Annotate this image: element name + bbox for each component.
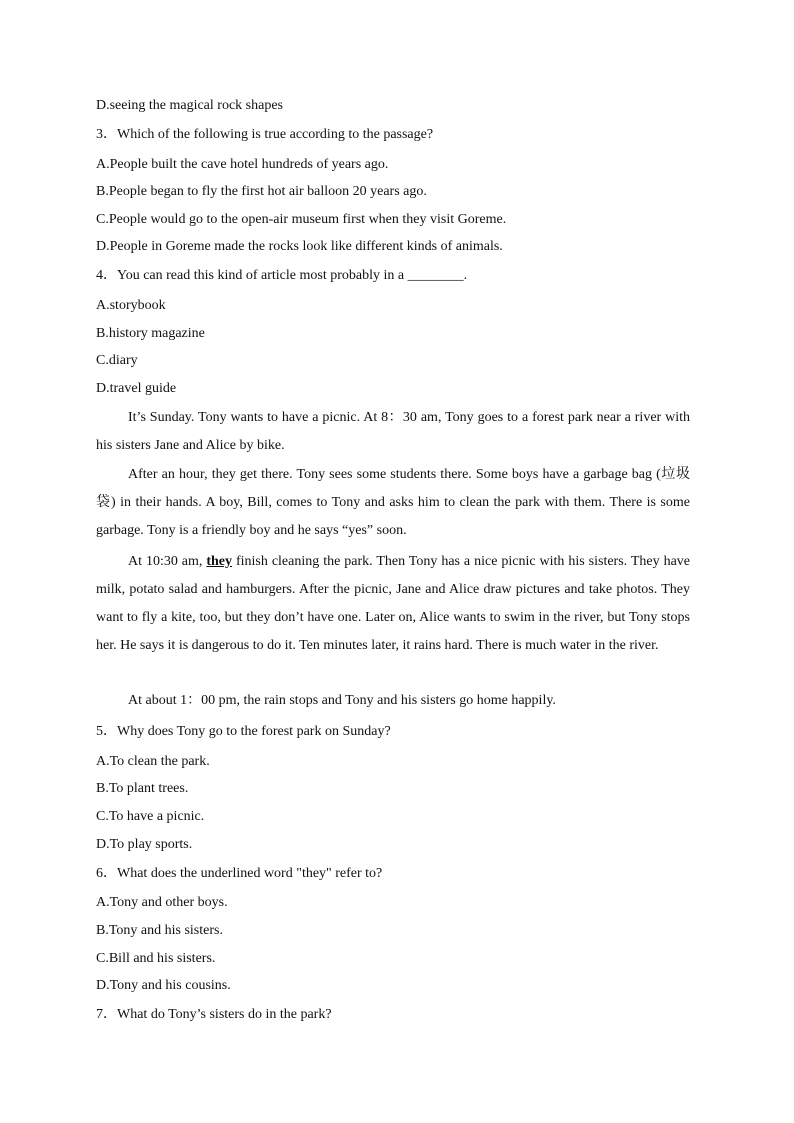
q6-option-d: D.Tony and his cousins. <box>96 978 231 993</box>
q3-option-c: C.People would go to the open-air museum first when they visit Goreme. <box>96 212 507 227</box>
passage-paragraph-3 <box>96 548 690 660</box>
q4-option-c: C.diary <box>96 353 138 368</box>
q6-option-b: B.Tony and his sisters. <box>96 923 223 938</box>
q4-option-b: B.history magazine <box>96 326 205 341</box>
passage-paragraph-4: At about 1：00 pm, the rain stops and Tony and his sisters go home happily. <box>128 693 556 708</box>
q6-question: 6．What does the underlined word "they" refer to? <box>96 866 383 881</box>
q4-option-a: A.storybook <box>96 298 166 313</box>
q6-option-a: A.Tony and other boys. <box>96 895 228 910</box>
passage-paragraph-2: After an hour, they get there. Tony sees some students there. Some boys have a garbage bag (垃圾袋) in their hands. A boy, Bill, comes to Tony and asks him to clean the park with them. There is some garbage. Tony is a friendly boy and he says “yes” soon. <box>96 467 690 538</box>
q3-question: 3．Which of the following is true according to the passage? <box>96 127 434 142</box>
q5-question: 5．Why does Tony go to the forest park on Sunday? <box>96 724 391 739</box>
q7-question: 7．What do Tony’s sisters do in the park? <box>96 1007 332 1022</box>
paragraph-3-start: At 10:30 am, <box>128 554 203 569</box>
q5-option-b: B.To plant trees. <box>96 781 189 796</box>
q5-option-c: C.To have a picnic. <box>96 809 205 824</box>
q3-option-b: B.People began to fly the first hot air balloon 20 years ago. <box>96 184 427 199</box>
q4-question: 4．You can read this kind of article most probably in a ________. <box>96 268 468 283</box>
q2-option-d: D.seeing the magical rock shapes <box>96 98 283 113</box>
q5-option-a: A.To clean the park. <box>96 754 210 769</box>
underlined-word-they: they <box>206 554 233 569</box>
q3-option-d: D.People in Goreme made the rocks look like different kinds of animals. <box>96 239 503 254</box>
q6-option-c: C.Bill and his sisters. <box>96 951 216 966</box>
q5-option-d: D.To play sports. <box>96 837 193 852</box>
paragraph-3-rest: finish cleaning the park. Then Tony has a nice picnic with his sisters. They have milk, potato salad and hamburgers. After the picnic, Jane and Alice draw pictures and take photos. They want to fly a kite, too, but they don’t have one. Later on, Alice wants to swim in the river, but Tony stops her. He says it is dangerous to do it. Ten minutes later, it rains hard. There is much water in the river. <box>96 554 690 653</box>
q4-option-d: D.travel guide <box>96 381 177 396</box>
passage-paragraph-1: It’s Sunday. Tony wants to have a picnic. At 8：30 am, Tony goes to a forest park near a river with his sisters Jane and Alice by bike. <box>96 410 690 453</box>
q3-option-a: A.People built the cave hotel hundreds of years ago. <box>96 157 389 172</box>
